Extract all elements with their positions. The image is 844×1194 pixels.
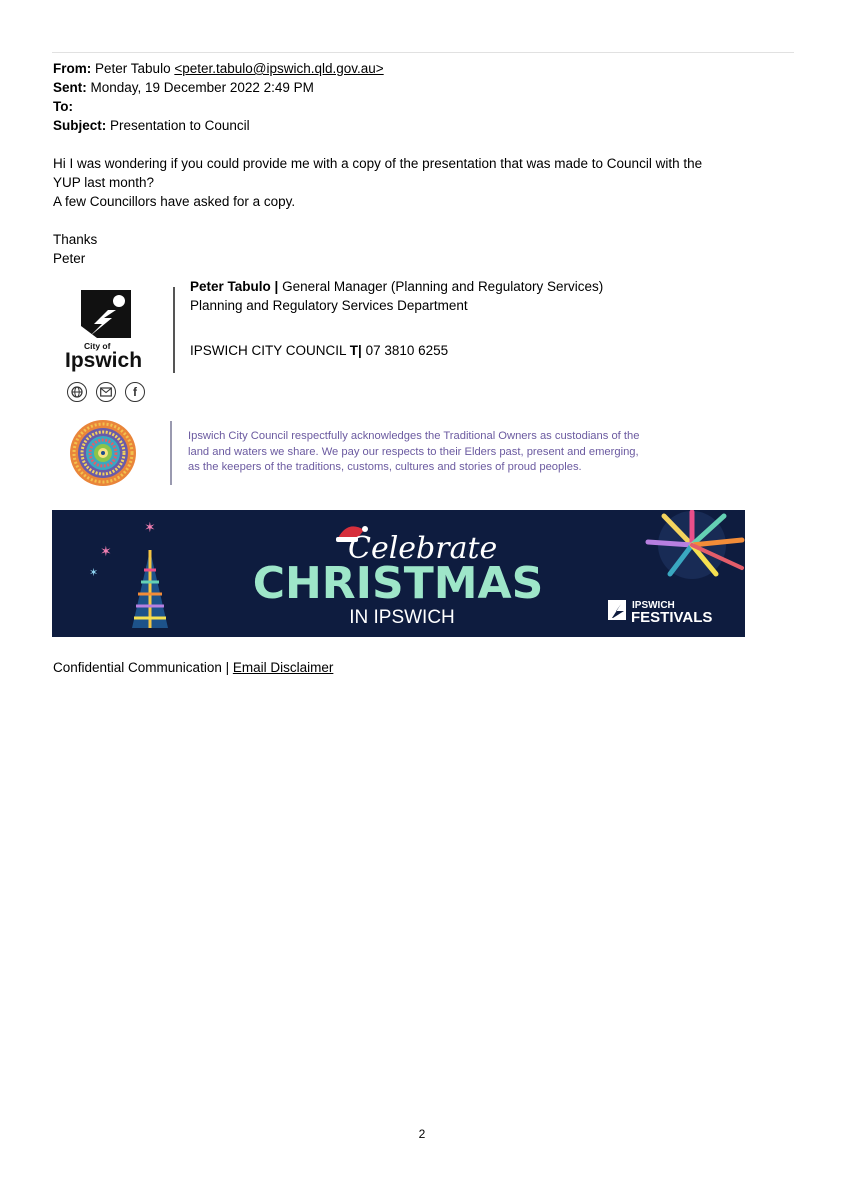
- signature-divider: [173, 287, 175, 373]
- body-line-1: Hi I was wondering if you could provide me with a copy of the presentation that was made to Council with the: [53, 156, 703, 171]
- subject-label: Subject:: [53, 118, 107, 133]
- body-line-2: YUP last month?: [53, 175, 155, 190]
- header-divider: [52, 52, 794, 53]
- from-name: Peter Tabulo: [95, 61, 171, 76]
- social-icons: [67, 382, 145, 402]
- mail-icon[interactable]: [96, 382, 116, 402]
- sent-value: Monday, 19 December 2022 2:49 PM: [90, 80, 314, 95]
- footer-line: [53, 658, 333, 677]
- logo-city-of: City of: [84, 341, 111, 351]
- confidential-text: Confidential Communication |: [53, 660, 230, 675]
- festivals-brand-top: IPSWICH: [632, 600, 675, 611]
- email-disclaimer-link[interactable]: Email Disclaimer: [232, 660, 334, 675]
- banner-script-title: Celebrate: [348, 531, 498, 566]
- logo-ipswich: Ipswich: [65, 349, 143, 372]
- signature-contact-line: [190, 341, 448, 360]
- from-line: [53, 59, 384, 79]
- acknowledgement-text: Ipswich City Council respectfully acknowledges the Traditional Owners as custodians of the land and waters we share. We pay our respects to their Elders past, present and emerging, as the keepers of the traditions, customs, cultures and stories of proud peoples.: [188, 430, 640, 474]
- city-of-ipswich-logo: [64, 288, 154, 372]
- sent-label: Sent:: [53, 80, 87, 95]
- to-label: To:: [53, 99, 73, 114]
- signature-council: IPSWICH CITY COUNCIL: [190, 343, 347, 358]
- from-email-link[interactable]: <peter.tabulo@ipswich.qld.gov.au>: [174, 61, 384, 76]
- phone-number[interactable]: 07 3810 6255: [365, 343, 449, 358]
- facebook-icon[interactable]: f: [125, 382, 145, 402]
- acknowledgement-divider: [170, 421, 172, 485]
- ipswich-festivals-logo: [608, 600, 712, 626]
- signature-name: Peter Tabulo |: [190, 279, 279, 294]
- signature-department: Planning and Regulatory Services Department: [190, 298, 468, 313]
- from-label: From:: [53, 61, 92, 76]
- signoff-text: Peter: [53, 251, 86, 266]
- sent-line: [53, 78, 314, 98]
- fireworks-graphic: [648, 511, 742, 579]
- signature-name-line: [190, 277, 603, 296]
- body-line-3: A few Councillors have asked for a copy.: [53, 194, 296, 209]
- banner-main-title: CHRISTMAS: [252, 558, 544, 609]
- subject-value: Presentation to Council: [110, 118, 250, 133]
- festivals-brand-bottom: FESTIVALS: [631, 609, 713, 626]
- svg-text:✶: ✶: [89, 567, 99, 579]
- globe-icon[interactable]: [67, 382, 87, 402]
- acknowledgement-artwork: [69, 419, 137, 487]
- page-number: 2: [418, 1127, 426, 1141]
- svg-text:✶: ✶: [144, 519, 156, 535]
- to-line: [53, 97, 73, 117]
- christmas-tree-graphic: [89, 519, 168, 628]
- banner-subtitle: IN IPSWICH: [349, 607, 455, 628]
- phone-label: T|: [349, 343, 362, 358]
- closing-text: Thanks: [53, 232, 98, 247]
- svg-text:✶: ✶: [100, 543, 112, 559]
- subject-line: [53, 116, 250, 136]
- signature-title: General Manager (Planning and Regulatory Services): [282, 279, 604, 294]
- christmas-banner[interactable]: [52, 510, 745, 637]
